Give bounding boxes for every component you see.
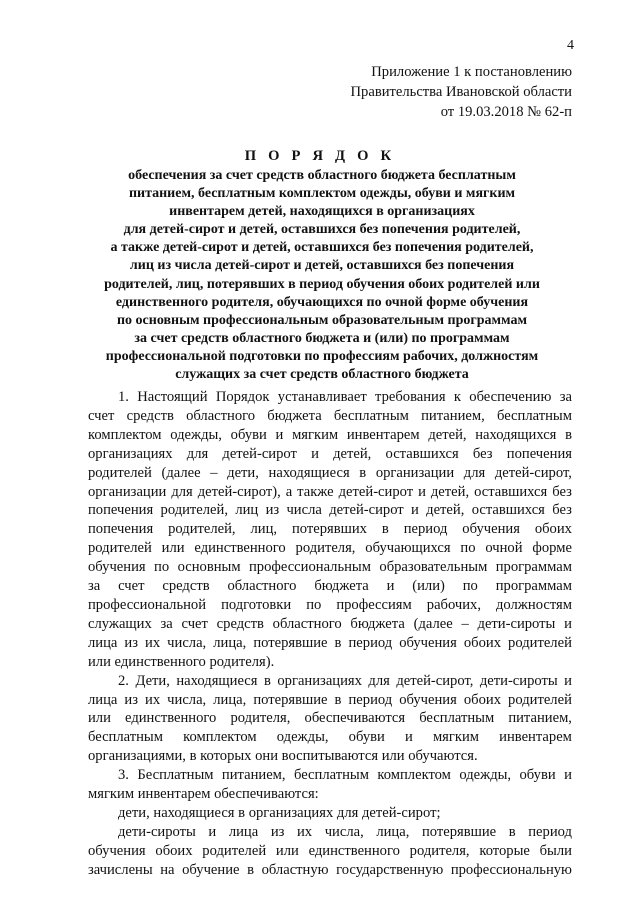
body-word: из — [270, 823, 285, 840]
body-word: лиц — [235, 502, 259, 519]
body-word: и — [564, 615, 572, 632]
body-word: (далее — [161, 464, 201, 481]
body-text-line — [88, 691, 572, 710]
document-subtitle — [72, 167, 572, 384]
body-word: должностям — [496, 596, 572, 613]
body-text-line — [88, 728, 572, 747]
body-word: попечения — [88, 521, 154, 538]
body-word: единственного — [308, 842, 400, 859]
body-word: и — [404, 729, 413, 746]
body-text-line — [88, 861, 572, 880]
body-word: средств — [126, 407, 174, 424]
body-word: оставшихся — [471, 502, 545, 519]
body-word: бюджета — [350, 615, 405, 632]
body-word: Дети, — [135, 672, 170, 689]
body-word: инвентарем — [346, 426, 420, 443]
body-word: 1. — [118, 389, 129, 405]
body-word: по — [460, 540, 476, 557]
body-word: организациях — [88, 445, 173, 462]
body-word: образовательным — [379, 559, 488, 576]
body-word: бесплатным — [333, 407, 409, 424]
subtitle-line: питанием, бесплатным комплектом одежды, обуви и мягким — [128, 186, 516, 202]
subtitle-line: единственного родителя, обучающихся по очной форме обучения — [115, 294, 529, 310]
body-text-line — [88, 539, 572, 558]
body-word: дети-сироты — [118, 823, 196, 840]
body-word: лица, — [376, 823, 410, 840]
body-word: организациях — [277, 672, 362, 689]
body-word: очной — [485, 540, 523, 557]
appendix-reference — [351, 62, 572, 122]
body-word: или — [161, 540, 185, 557]
body-word: родителей — [202, 842, 267, 859]
subtitle-line: инвентарем детей, находящихся в организациях — [169, 204, 475, 220]
body-word: по — [306, 596, 322, 613]
body-word: детей, — [426, 502, 465, 519]
body-word: для — [463, 464, 486, 481]
body-word: попечения — [88, 502, 154, 519]
body-word: счет — [181, 615, 208, 632]
body-word: их — [145, 634, 161, 651]
page-number: 4 — [567, 38, 574, 53]
body-word: период — [403, 521, 448, 538]
body-word: и — [275, 426, 284, 443]
body-word: питанием, — [421, 407, 485, 424]
body-text-line — [88, 558, 572, 577]
body-word: лица, — [213, 634, 247, 651]
body-word: без — [472, 445, 493, 462]
body-text-line — [88, 596, 572, 615]
body-text-line — [88, 388, 572, 407]
body-text-line — [88, 426, 572, 445]
body-word: областного — [227, 578, 297, 595]
body-word: для — [171, 483, 193, 500]
body-word: обучения — [399, 691, 457, 708]
body-word: профессиональной — [88, 596, 207, 613]
body-word: комплектом — [377, 767, 451, 784]
body-word: детей, — [428, 426, 467, 443]
body-word: и — [418, 483, 426, 500]
body-word: детей-сирот, — [396, 672, 474, 689]
body-word: одежды, — [170, 426, 222, 443]
document-title: П О Р Я Д О К — [244, 148, 396, 164]
body-word: из — [265, 502, 280, 519]
subtitle-line: за счет средств областного бюджета и (или) по программам — [134, 330, 510, 346]
body-word: лица — [228, 823, 259, 840]
body-word: бюджета — [267, 407, 322, 424]
body-word: Настоящий — [137, 389, 208, 405]
body-word: в — [334, 634, 342, 651]
body-word: в — [565, 426, 572, 443]
body-word: государственную — [336, 861, 444, 878]
subtitle-line: обеспечения за счет средств областного бюджета бесплатным — [128, 168, 516, 183]
body-text-line — [88, 464, 572, 483]
body-word: обучения — [88, 559, 146, 576]
body-word: обеспечиваются — [304, 710, 406, 727]
body-word: областного — [272, 615, 342, 632]
body-word: бесплатным — [293, 767, 369, 784]
body-word: по — [462, 578, 478, 595]
body-word: подготовки — [221, 596, 292, 613]
body-word: обучения — [462, 521, 520, 538]
body-word: требования — [375, 389, 446, 405]
body-word: Порядок — [215, 389, 270, 405]
body-word: или — [88, 710, 111, 727]
body-word: организации — [375, 464, 455, 481]
body-word: детей, — [430, 483, 470, 500]
body-word: областного — [186, 407, 256, 424]
body-word: питанием, — [221, 767, 286, 784]
body-word: обоих — [463, 634, 502, 651]
body-word: числа, — [167, 634, 207, 651]
subtitle-line: для детей-сирот и детей, оставшихся без попечения родителей, — [123, 222, 521, 238]
body-word: детей-сирот — [329, 502, 404, 519]
body-word: в — [263, 672, 271, 689]
body-word: были — [539, 842, 572, 859]
document-body — [88, 388, 572, 880]
body-word: 2. — [118, 672, 129, 689]
body-word: за — [160, 615, 173, 632]
body-word: обуви — [519, 767, 556, 784]
body-word: потерявших — [291, 521, 367, 538]
body-word: период — [348, 691, 393, 708]
body-word: – — [461, 615, 469, 632]
body-word: родителей, — [168, 521, 236, 538]
body-word: счет — [118, 578, 145, 595]
body-word: для — [368, 672, 390, 689]
body-word: рабочих, — [426, 596, 481, 613]
body-word: без — [552, 483, 572, 500]
body-word: зачислены — [88, 861, 153, 878]
body-text-line: мягким инвентарем обеспечиваются: — [88, 786, 319, 803]
body-word: обучение — [182, 861, 240, 878]
body-word: основным — [177, 559, 241, 576]
body-word: дети-сироты — [477, 615, 556, 632]
body-word: оставшихся — [385, 445, 459, 462]
body-text-line — [88, 407, 572, 426]
body-word: (далее — [413, 615, 453, 632]
body-word: детей-сирот — [222, 445, 297, 462]
body-word: лица, — [213, 691, 247, 708]
body-word: профессиям — [336, 596, 412, 613]
body-word: по — [154, 559, 170, 576]
body-word: числа — [286, 502, 322, 519]
body-word: потерявшие — [421, 823, 497, 840]
body-text-line — [88, 634, 572, 653]
body-word: потерявшие — [253, 634, 328, 651]
subtitle-line: лиц из числа детей-сирот и детей, оставшихся без попечения — [129, 258, 515, 274]
body-word: комплектом — [183, 729, 257, 746]
body-word: обоих — [463, 691, 502, 708]
body-text-line — [88, 766, 572, 785]
body-word: служащих — [88, 615, 152, 632]
body-word: в — [334, 691, 342, 708]
body-word: в — [381, 521, 389, 538]
body-word: родителей — [88, 540, 152, 557]
body-word: в — [247, 861, 254, 878]
body-word: детей-сирот), — [197, 483, 281, 500]
body-word: лица — [88, 634, 118, 651]
body-word: их — [296, 823, 313, 840]
body-word: питанием, — [508, 710, 572, 727]
body-text-line — [88, 823, 572, 842]
body-word: а — [285, 483, 293, 500]
subtitle-line: а также детей-сирот и детей, оставшихся без попечения родителей, — [110, 240, 534, 256]
body-word: и — [564, 767, 572, 784]
body-word: из — [124, 634, 138, 651]
body-word: бесплатным — [419, 710, 495, 727]
body-word: потерявшие — [253, 691, 328, 708]
body-text-line — [88, 501, 572, 520]
body-word: средств — [216, 615, 264, 632]
body-text-line — [88, 842, 572, 861]
body-word: единственного — [194, 540, 286, 557]
body-word: к — [453, 389, 461, 405]
appendix-line: Приложение 1 к постановлению — [371, 64, 572, 80]
body-word: обуви — [230, 426, 267, 443]
body-word: в — [359, 464, 367, 481]
body-word: период — [528, 823, 572, 840]
body-word: и — [564, 672, 572, 689]
body-text-line — [88, 577, 572, 596]
body-word: или — [275, 842, 299, 859]
body-word: также — [297, 483, 334, 500]
body-word: мягким — [432, 729, 480, 746]
body-word: которые — [479, 842, 530, 859]
body-word: находящихся — [475, 426, 557, 443]
body-word: обучения — [88, 842, 146, 859]
body-word: бюджета — [314, 578, 369, 595]
body-text-line: или единственного родителя). — [88, 653, 275, 670]
body-word: родителя, — [230, 710, 291, 727]
body-text-line — [88, 709, 572, 728]
body-word: родителя, — [409, 842, 470, 859]
body-word: детей-сирот, — [494, 464, 572, 481]
body-word: дети-сироты — [479, 672, 558, 689]
body-word: и — [208, 823, 217, 840]
body-text-line — [88, 615, 572, 634]
body-word: профессиональную — [450, 861, 572, 878]
body-text-line — [88, 483, 572, 502]
subtitle-line: служащих за счет средств областного бюджета — [175, 367, 469, 383]
body-word: детей-сирот — [338, 483, 414, 500]
body-text-line — [88, 520, 572, 539]
body-word: областную — [261, 861, 329, 878]
body-word: – — [210, 464, 218, 481]
body-word: без — [552, 502, 572, 519]
body-word: лица — [88, 691, 118, 708]
body-word: за — [559, 389, 572, 405]
body-word: 3. — [118, 767, 129, 784]
body-word: находящиеся — [268, 464, 350, 481]
body-word: обоих — [155, 842, 193, 859]
subtitle-line: профессиональной подготовки по профессиям рабочих, должностям — [105, 348, 539, 364]
body-word: одежды, — [276, 729, 329, 746]
body-word: за — [88, 578, 101, 595]
body-word: обеспечению — [469, 389, 552, 405]
body-word: лиц, — [250, 521, 278, 538]
body-word: на — [160, 861, 175, 878]
body-word: родителей, — [160, 502, 228, 519]
body-word: обучения — [399, 634, 457, 651]
body-word: программам — [495, 578, 572, 595]
body-word: период — [348, 634, 393, 651]
body-word: форме — [532, 540, 572, 557]
body-word: детей, — [333, 445, 372, 462]
body-word: родителей — [508, 691, 572, 708]
body-word: счет — [88, 407, 115, 424]
body-word: оставшихся — [474, 483, 548, 500]
subtitle-line: по основным профессиональным образовательным программам — [116, 312, 528, 328]
body-word: числа, — [167, 691, 207, 708]
body-word: Бесплатным — [137, 767, 214, 784]
body-word: инвентарем — [499, 729, 572, 746]
body-word: обучающихся — [365, 540, 451, 557]
body-word: и — [311, 445, 319, 462]
body-word: (или) — [412, 578, 445, 595]
body-word: родителя, — [295, 540, 356, 557]
body-word: мягким — [292, 426, 339, 443]
body-word: обуви — [348, 729, 385, 746]
body-word: организации — [88, 483, 167, 500]
body-word: устанавливает — [277, 389, 367, 405]
body-word: из — [124, 691, 138, 708]
appendix-line: Правительства Ивановской области — [350, 84, 572, 100]
body-word: обоих — [534, 521, 572, 538]
body-word: родителей — [508, 634, 572, 651]
body-word: дети, — [227, 464, 259, 481]
body-word: для — [186, 445, 209, 462]
body-word: бесплатным — [496, 407, 572, 424]
body-word: и — [411, 502, 419, 519]
body-word: программам — [495, 559, 572, 576]
body-word: их — [145, 691, 161, 708]
body-word: попечения — [506, 445, 572, 462]
body-text-line — [88, 445, 572, 464]
body-word: комплектом — [88, 426, 162, 443]
body-word: числа, — [324, 823, 364, 840]
body-text-line: дети, находящиеся в организациях для детей-сирот; — [118, 804, 441, 821]
body-word: одежды, — [459, 767, 512, 784]
body-word: профессиональным — [249, 559, 371, 576]
body-text-line — [88, 672, 572, 691]
appendix-line: от 19.03.2018 № 62-п — [440, 104, 572, 120]
body-text-line: организациями, в которых они воспитываются или обучаются. — [88, 748, 478, 765]
subtitle-line: родителей, лиц, потерявших в период обучения обоих родителей или — [104, 276, 540, 292]
body-word: в — [508, 823, 516, 840]
body-word: бесплатным — [88, 729, 163, 746]
body-word: и — [386, 578, 395, 595]
body-word: родителей — [88, 464, 152, 481]
body-word: находящиеся — [176, 672, 258, 689]
body-word: единственного — [125, 710, 217, 727]
body-word: средств — [162, 578, 210, 595]
